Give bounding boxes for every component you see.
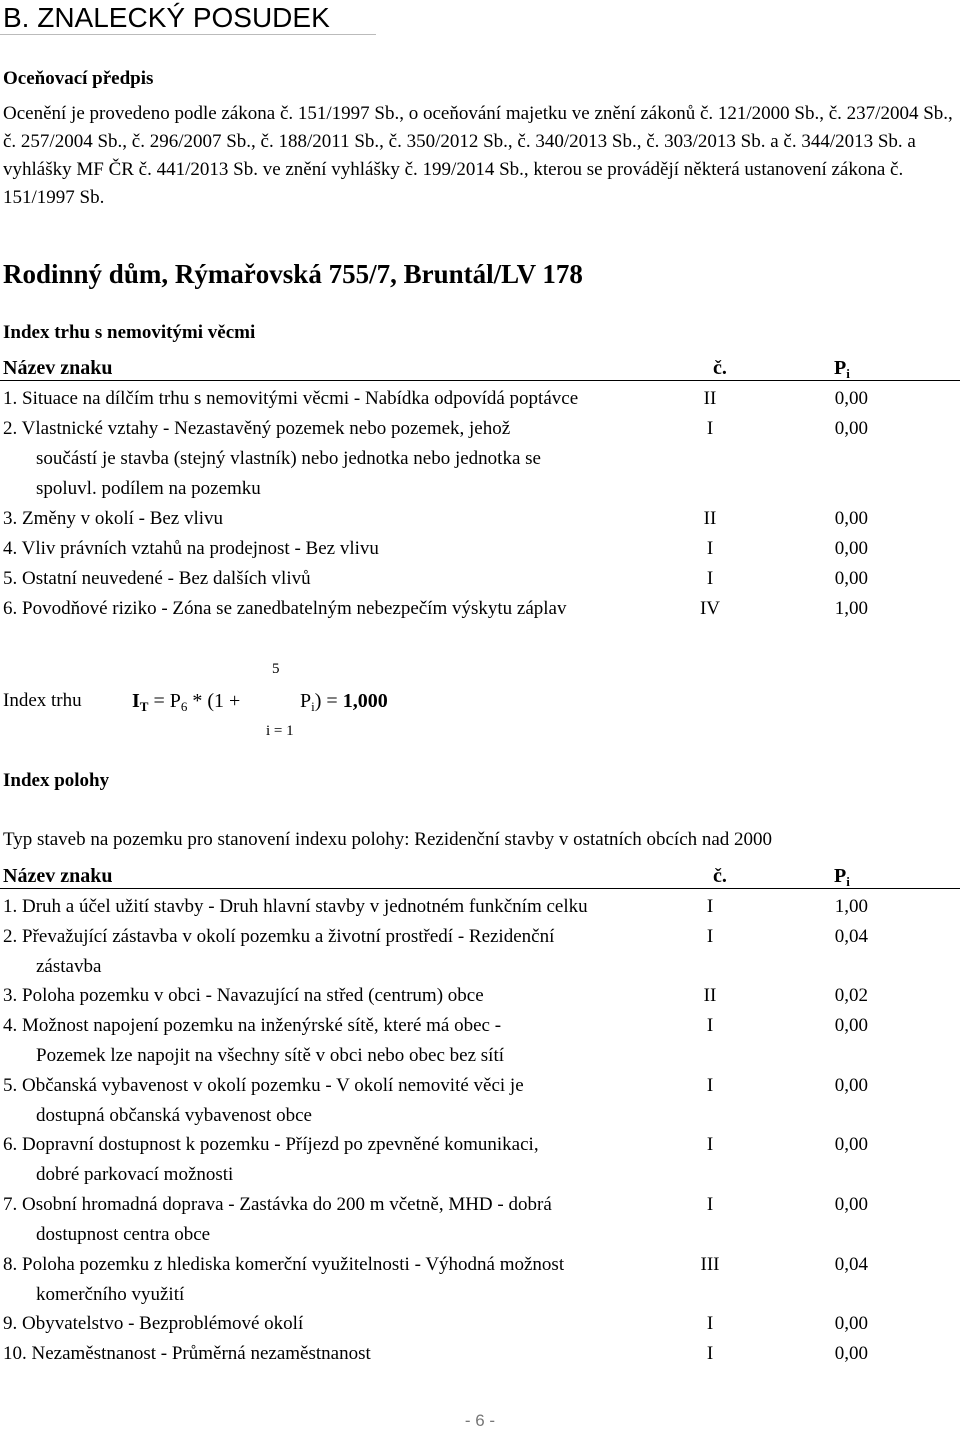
- location-header-rule: [0, 888, 960, 889]
- row-name-line: 8. Poloha pozemku z hlediska komerční využitelnosti - Výhodná možnost: [3, 1253, 565, 1275]
- market-col-name: Název znaku: [3, 357, 113, 379]
- row-name: [3, 1309, 675, 1339]
- row-name-line: součástí je stavba (stejný vlastník) nebo jednotka nebo jednotka se: [36, 448, 541, 469]
- sum-lower-limit: i = 1: [266, 723, 294, 739]
- row-category: I: [706, 568, 714, 589]
- row-value: 0,00: [834, 418, 868, 439]
- row-name-line: 1. Druh a účel užití stavby - Druh hlavní stavby v jednotném funkčním celku: [3, 896, 588, 917]
- row-name: [3, 892, 675, 922]
- row-value: 0,04: [834, 1253, 868, 1275]
- row-name-line: 4. Možnost napojení pozemku na inženýrské sítě, které má obec -: [3, 1015, 502, 1037]
- row-value: 0,00: [834, 1134, 868, 1156]
- row-category: I: [706, 925, 714, 947]
- row-value: 0,00: [834, 1313, 868, 1335]
- row-name-line: 7. Osobní hromadná doprava - Zastávka do 200 m včetně, MHD - dobrá: [3, 1194, 552, 1215]
- row-name-line: 4. Vliv právních vztahů na prodejnost - Bez vlivu: [3, 538, 379, 559]
- row-category: I: [706, 896, 714, 917]
- market-col-p: $P_i$: [834, 357, 850, 381]
- row-name-line: komerčního využití: [36, 1283, 185, 1305]
- row-category: I: [706, 1015, 714, 1037]
- market-col-cat: č.: [713, 357, 727, 379]
- market-header-rule: [0, 380, 960, 381]
- row-name-line: 6. Dopravní dostupnost k pozemku - Příjezd po zpevněné komunikaci,: [3, 1134, 539, 1156]
- row-category: III: [700, 1253, 720, 1275]
- row-value: 0,00: [834, 1194, 868, 1215]
- row-category: I: [706, 1194, 714, 1215]
- row-name: [3, 1339, 675, 1369]
- row-name-line: 3. Změny v okolí - Bez vlivu: [3, 508, 224, 529]
- method-text: Ocenění je provedeno podle zákona č. 151/1997 Sb., o oceňování majetku ve znění zákonů č. 121/2000 Sb., č. 237/2004 Sb., č. 257/2004 Sb., č. 296/2007 Sb., č. 188/2011 Sb., č. 350/2012 Sb., č. 340/2013 Sb., č. 303/2013 Sb. a č. 344/2013 Sb. a vyhlášky MF ČR č. 441/2013 Sb. ve znění vyhlášky č. 199/2014 Sb., kterou se provádějí některá ustanovení zákona č. 151/1997 Sb.: [3, 103, 953, 208]
- row-name-line: 5. Ostatní neuvedené - Bez dalších vlivů: [3, 568, 311, 589]
- row-name: [3, 534, 675, 564]
- row-category: II: [703, 985, 717, 1007]
- location-col-cat: č.: [713, 865, 727, 887]
- row-name: [3, 564, 675, 594]
- row-name: [3, 1130, 675, 1190]
- row-name-line: 2. Vlastnické vztahy - Nezastavěný pozemek nebo pozemek, jehož: [3, 418, 511, 439]
- row-name-line: 3. Poloha pozemku v obci - Navazující na střed (centrum) obce: [3, 985, 484, 1007]
- property-title: Rodinný dům, Rýmařovská 755/7, Bruntál/LV 178: [3, 259, 583, 289]
- formula-sum-term: $P_i) = 1,000$: [300, 690, 388, 714]
- row-name-line: dobré parkovací možnosti: [36, 1164, 234, 1186]
- row-name: [3, 1011, 675, 1071]
- row-category: I: [706, 418, 714, 439]
- formula-expression: $I_T = P_6 * (1$ +: [132, 690, 241, 714]
- row-name-line: 10. Nezaměstnanost - Průměrná nezaměstnanost: [3, 1343, 371, 1364]
- row-name: [3, 1250, 675, 1310]
- row-name: [3, 414, 675, 504]
- location-index-heading: Index polohy: [3, 770, 110, 791]
- row-value: 0,00: [834, 1015, 868, 1037]
- row-name-line: 5. Občanská vybavenost v okolí pozemku - V okolí nemovité věci je: [3, 1074, 524, 1096]
- method-heading: Oceňovací předpis: [3, 68, 154, 89]
- row-name: [3, 594, 675, 624]
- row-name-line: 9. Obyvatelstvo - Bezproblémové okolí: [3, 1313, 304, 1335]
- row-value: 0,00: [834, 568, 868, 589]
- page-number: - 6 -: [464, 1411, 496, 1430]
- row-name: [3, 384, 675, 414]
- row-value: 0,00: [834, 388, 868, 409]
- row-category: I: [706, 1074, 714, 1096]
- row-value: 0,02: [834, 985, 868, 1007]
- row-category: I: [706, 538, 714, 559]
- row-value: 0,00: [834, 508, 868, 529]
- location-type-text: Typ staveb na pozemku pro stanovení indexu polohy: Rezidenční stavby v ostatních obcích nad 2000: [3, 829, 773, 850]
- row-name: [3, 981, 675, 1011]
- row-name: [3, 504, 675, 534]
- row-value: 0,00: [834, 538, 868, 559]
- location-col-p: $P_i$: [834, 865, 850, 889]
- row-name-line: 6. Povodňové riziko - Zóna se zanedbatelným nebezpečím výskytu záplav: [3, 598, 567, 619]
- row-value: 0,00: [834, 1343, 868, 1364]
- row-name: [3, 1190, 675, 1250]
- row-value: 0,00: [834, 1074, 868, 1096]
- row-name-line: dostupná občanská vybavenost obce: [36, 1104, 312, 1126]
- row-value: 1,00: [834, 896, 868, 917]
- row-value: 1,00: [834, 598, 868, 619]
- row-category: IV: [699, 598, 721, 619]
- row-category: I: [706, 1313, 714, 1335]
- row-name-line: zástavba: [36, 955, 102, 977]
- row-category: II: [703, 508, 717, 529]
- row-name-line: 1. Situace na dílčím trhu s nemovitými věcmi - Nabídka odpovídá poptávce: [3, 388, 579, 409]
- location-col-name: Název znaku: [3, 865, 113, 887]
- row-category: II: [703, 388, 717, 409]
- row-name-line: 2. Převažující zástavba v okolí pozemku a životní prostředí - Rezidenční: [3, 925, 555, 947]
- row-name: [3, 1071, 675, 1131]
- row-name-line: dostupnost centra obce: [36, 1224, 211, 1245]
- heading-underline: [0, 34, 376, 35]
- row-value: 0,04: [834, 925, 868, 947]
- row-category: I: [706, 1134, 714, 1156]
- document-heading: B. ZNALECKÝ POSUDEK: [3, 2, 330, 33]
- formula-label: Index trhu: [3, 690, 82, 711]
- row-name: [3, 922, 675, 982]
- market-index-heading: Index trhu s nemovitými věcmi: [3, 322, 256, 343]
- sum-upper-limit: 5: [272, 661, 280, 677]
- row-name-line: Pozemek lze napojit na všechny sítě v obci nebo obec bez sítí: [36, 1045, 504, 1067]
- row-name-line: spoluvl. podílem na pozemku: [36, 478, 261, 499]
- row-category: I: [706, 1343, 714, 1364]
